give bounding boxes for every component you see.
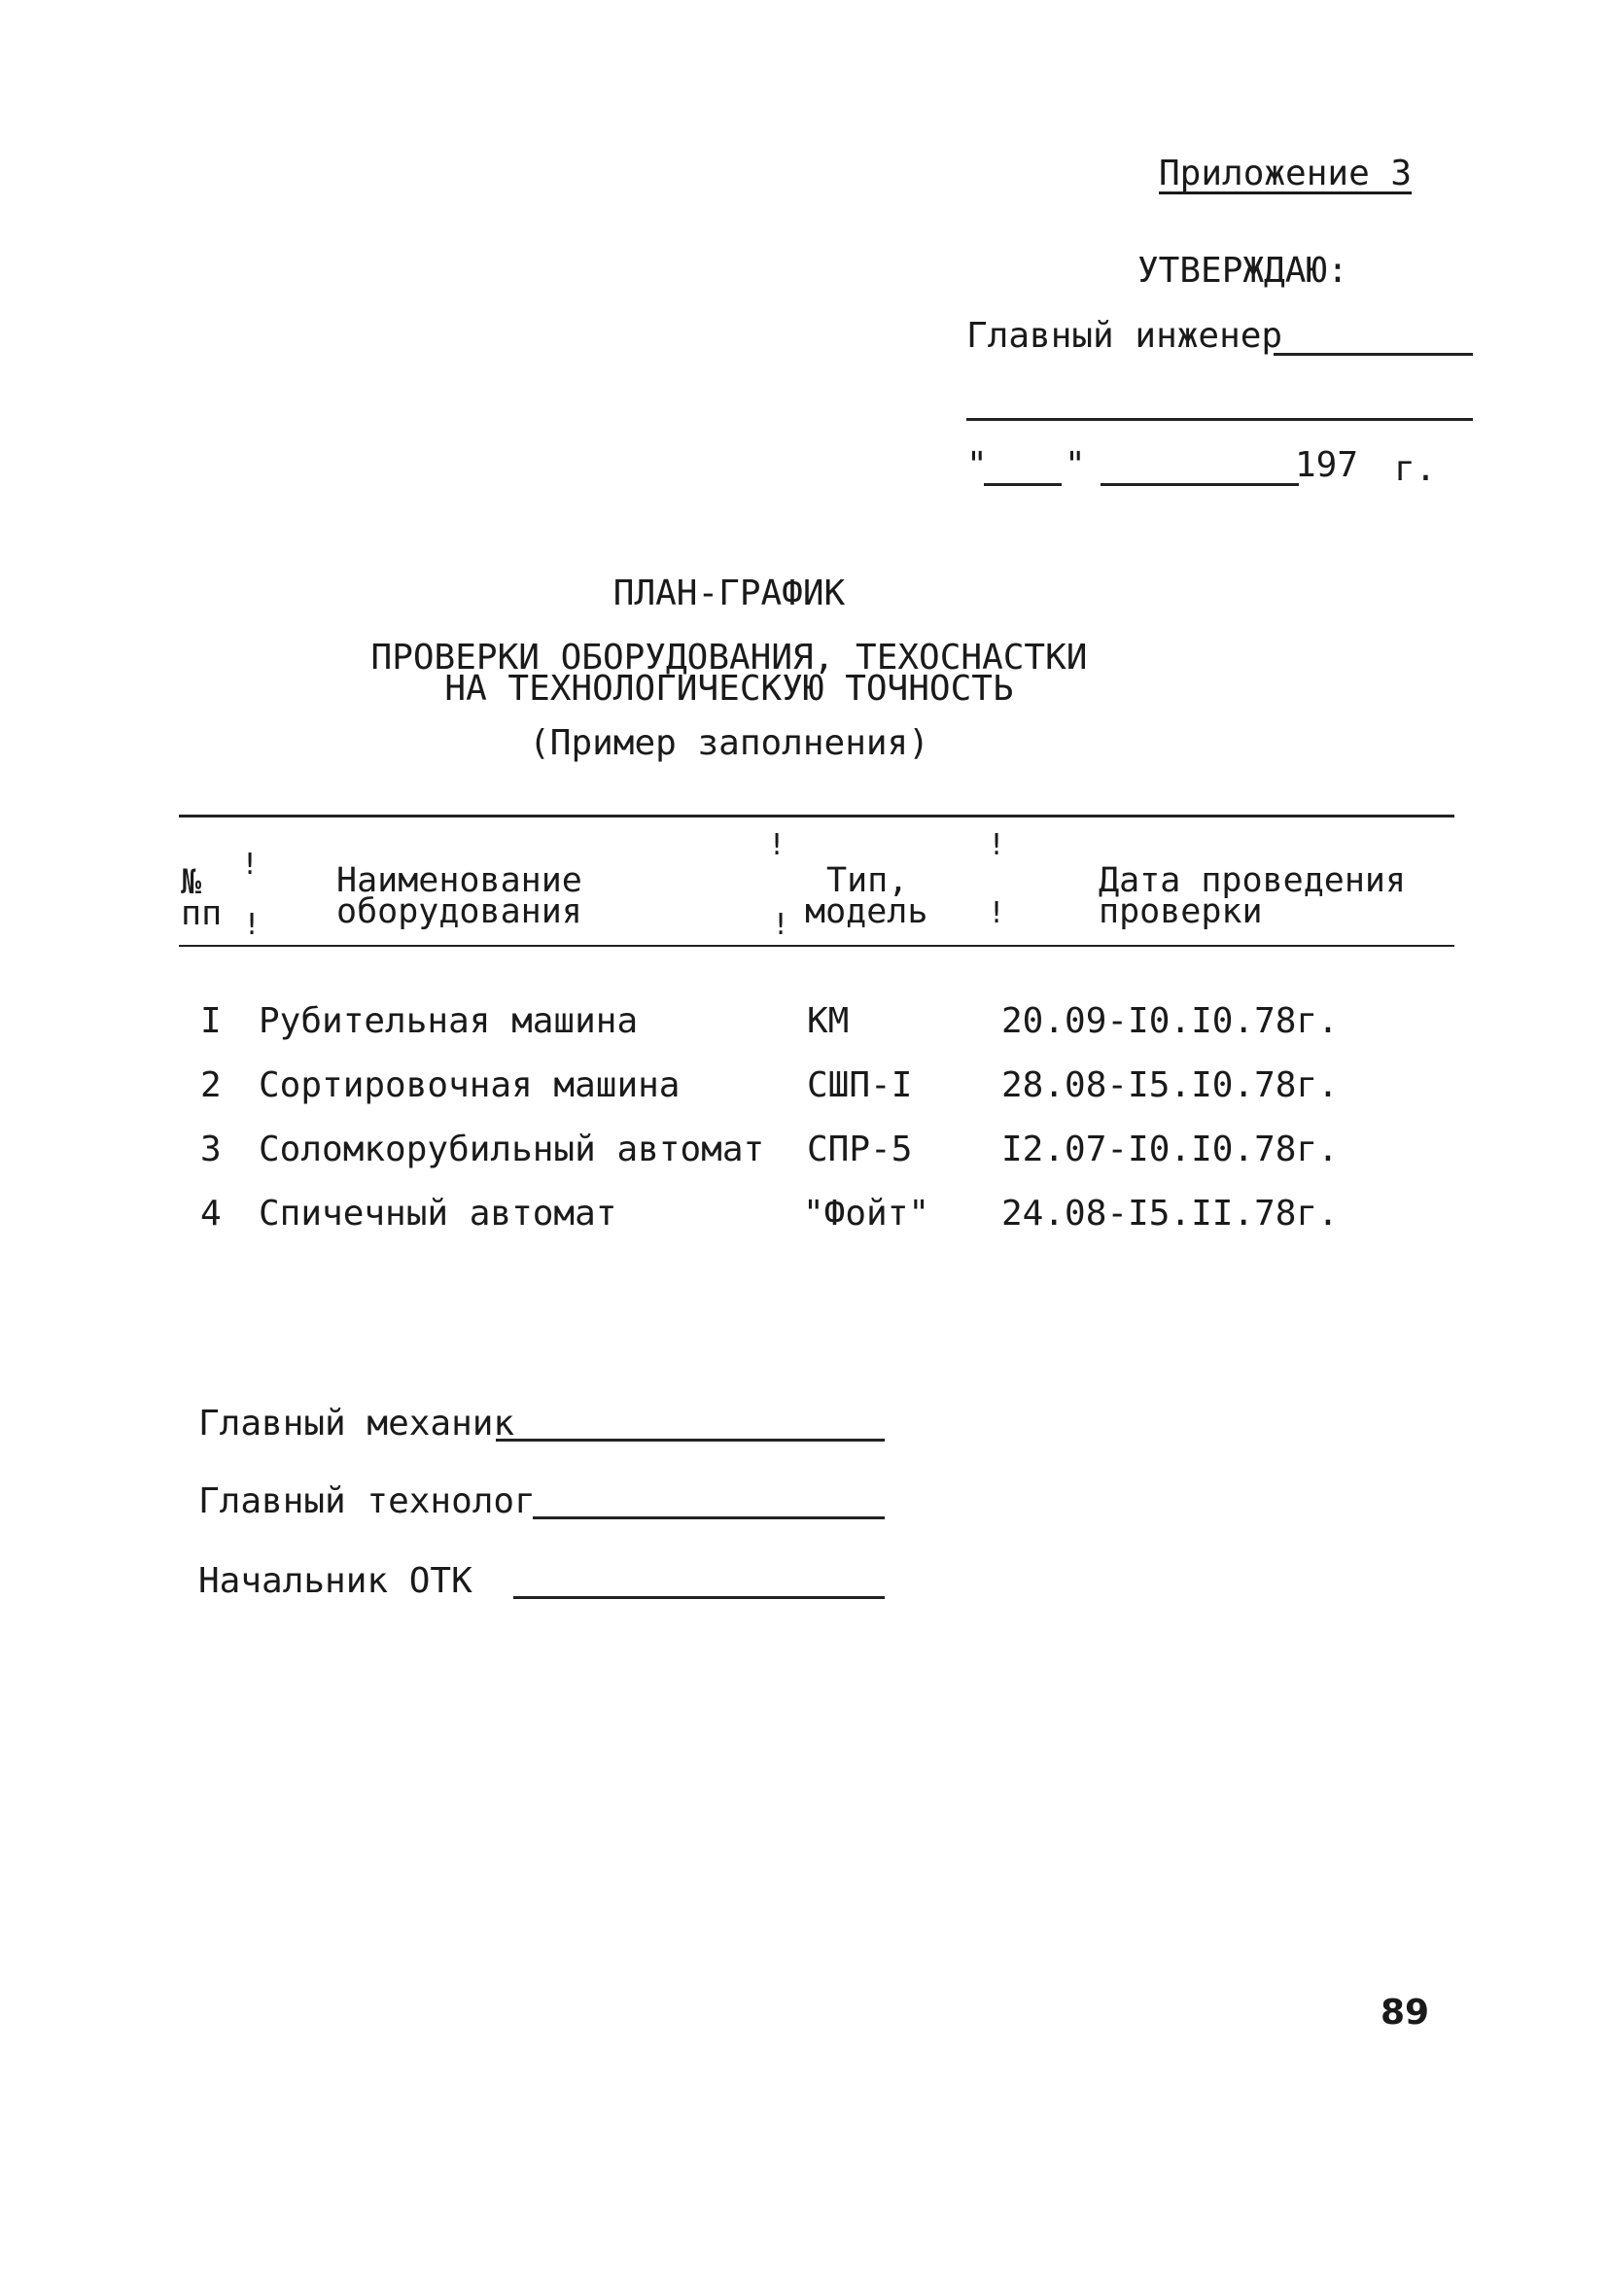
chief-engineer-label: Главный инженер: [966, 316, 1283, 356]
header-name-line1: Наименование: [336, 861, 582, 900]
row-2-name: Сортировочная машина: [259, 1065, 681, 1105]
row-4-num: 4: [200, 1194, 222, 1234]
page-number: 89: [1381, 1993, 1430, 2033]
otk-head-signature-line: [513, 1596, 885, 1599]
header-sep-2a: !: [768, 828, 787, 862]
header-sep-1b: !: [243, 908, 262, 942]
date-month-line: [1101, 483, 1299, 486]
chief-technologist-label: Главный технолог: [198, 1481, 536, 1521]
date-year-suffix: г.: [1394, 449, 1437, 489]
document-title: ПЛАН-ГРАФИК: [612, 574, 846, 613]
chief-mechanic-label: Главный механик: [198, 1404, 515, 1444]
chief-mechanic-signature-line: [496, 1439, 885, 1442]
header-sep-2b: !: [772, 908, 790, 942]
date-quote-close: ": [1065, 445, 1086, 485]
row-2-type: СШП-I: [807, 1065, 913, 1105]
row-1-date: 20.09-I0.I0.78г.: [1001, 1001, 1339, 1041]
document-subtitle-line1: ПРОВЕРКИ ОБОРУДОВАНИЯ, ТЕХОСНАСТКИ: [370, 638, 1088, 678]
header-date-line1: Дата проведения: [1099, 861, 1407, 900]
row-4-type: "Фойт": [803, 1194, 930, 1234]
chief-engineer-name-line: [966, 418, 1473, 421]
row-2-date: 28.08-I5.I0.78г.: [1001, 1065, 1339, 1105]
appendix-label: Приложение 3: [1159, 154, 1413, 193]
header-num-line1: №: [181, 863, 202, 902]
row-3-num: 3: [200, 1130, 222, 1169]
header-name-line2: оборудования: [336, 892, 582, 931]
row-4-date: 24.08-I5.II.78г.: [1001, 1194, 1339, 1234]
row-4-name: Спичечный автомат: [259, 1194, 617, 1234]
row-2-num: 2: [200, 1065, 222, 1105]
document-subtitle-line2: НА ТЕХНОЛОГИЧЕСКУЮ ТОЧНОСТЬ: [444, 669, 1014, 709]
chief-technologist-signature-line: [533, 1516, 885, 1519]
row-3-name: Соломкорубильный автомат: [259, 1130, 765, 1169]
row-1-name: Рубительная машина: [259, 1001, 639, 1041]
header-sep-3a: !: [988, 828, 1006, 862]
table-top-rule: [179, 815, 1454, 818]
approve-label: УТВЕРЖДАЮ:: [1137, 251, 1348, 291]
row-3-type: СПР-5: [807, 1130, 913, 1169]
row-1-type: КМ: [807, 1001, 850, 1041]
document-subtitle-example: (Пример заполнения): [529, 723, 929, 763]
header-type-line1: Тип,: [826, 861, 909, 900]
otk-head-label: Начальник ОТК: [198, 1561, 472, 1601]
header-sep-1a: !: [241, 848, 260, 882]
date-day-line: [984, 483, 1062, 486]
date-year: 197: [1295, 445, 1359, 485]
table-header-bottom-rule: [179, 945, 1454, 947]
chief-engineer-signature-line: [1274, 353, 1473, 356]
header-type-line2: модель: [805, 892, 928, 931]
header-sep-3b: !: [988, 896, 1006, 930]
header-num-line2: пп: [181, 894, 223, 933]
header-date-line2: проверки: [1099, 892, 1263, 931]
row-3-date: I2.07-I0.I0.78г.: [1001, 1130, 1339, 1169]
row-1-num: I: [200, 1001, 222, 1041]
date-quote-open: ": [966, 445, 988, 485]
